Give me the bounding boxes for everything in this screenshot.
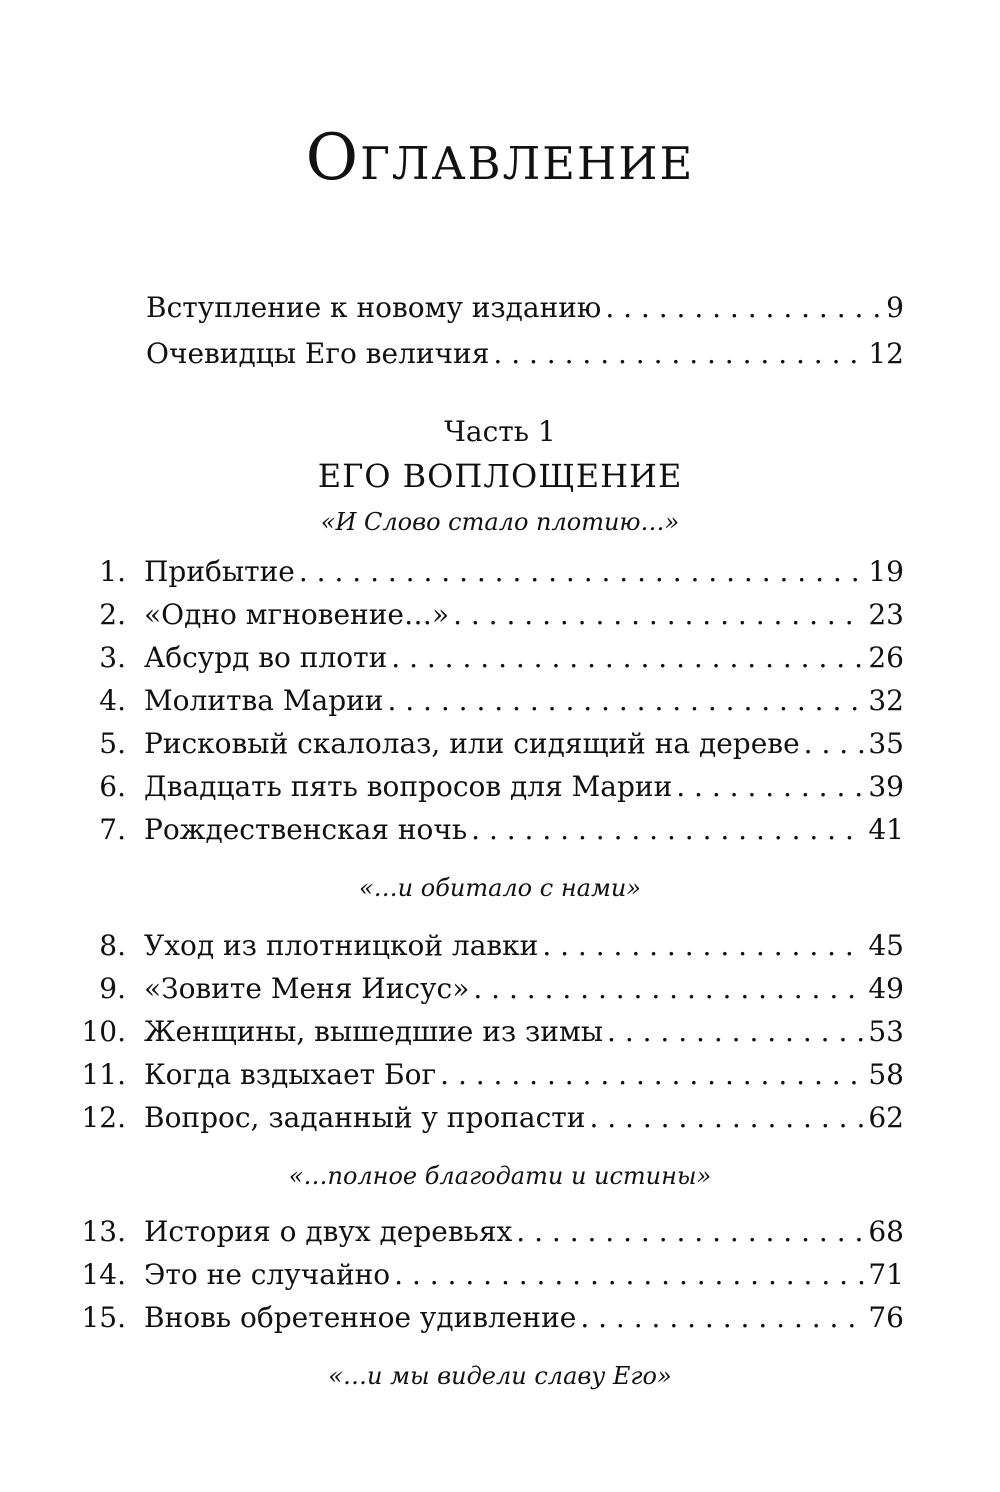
chapter-number: 7.	[99, 813, 126, 846]
chapter-title: Двадцать пять вопросов для Марии	[144, 770, 673, 803]
section-epigraph: «…и обитало с нами»	[359, 874, 641, 902]
toc-entry[interactable]	[64, 1215, 904, 1248]
toc-entry-label: Вступление к новому изданию	[146, 291, 602, 324]
dot-leader	[607, 1018, 864, 1046]
page-title: Оглавление	[305, 121, 695, 195]
dot-leader	[440, 1061, 864, 1089]
toc-entry[interactable]	[64, 1301, 904, 1334]
chapter-page: 35	[868, 727, 904, 760]
dot-leader	[453, 601, 864, 629]
dot-leader	[589, 1104, 864, 1132]
toc-entry[interactable]	[64, 1015, 904, 1048]
dot-leader	[394, 1261, 864, 1289]
chapter-title: История о двух деревьях	[144, 1215, 513, 1248]
chapter-number: 10.	[81, 1015, 126, 1048]
chapter-number: 2.	[99, 598, 126, 631]
chapter-title: «Зовите Меня Иисус»	[144, 972, 470, 1005]
chapter-number: 5.	[99, 727, 126, 760]
chapter-page: 58	[868, 1058, 904, 1091]
chapter-page: 23	[868, 598, 904, 631]
dot-leader	[471, 816, 864, 844]
chapter-number: 6.	[99, 770, 126, 803]
chapter-page: 76	[868, 1301, 904, 1334]
toc-entry[interactable]	[64, 684, 904, 717]
chapter-title: Уход из плотницкой лавки	[144, 929, 539, 962]
toc-entry[interactable]	[64, 598, 904, 631]
toc-entry[interactable]	[64, 1101, 904, 1134]
chapter-title: «Одно мгновение…»	[144, 598, 450, 631]
toc-entry-label: Очевидцы Его величия	[146, 337, 490, 370]
toc-entry[interactable]	[64, 555, 904, 588]
toc-entry[interactable]	[64, 770, 904, 803]
chapter-title: Абсурд во плоти	[144, 641, 388, 674]
dot-leader	[542, 932, 864, 960]
chapter-title: Это не случайно	[144, 1258, 391, 1291]
toc-entry-intro[interactable]	[146, 291, 904, 324]
chapter-number: 3.	[99, 641, 126, 674]
chapter-page: 45	[868, 929, 904, 962]
dot-leader	[804, 730, 865, 758]
dot-leader	[299, 558, 864, 586]
chapter-title: Молитва Марии	[144, 684, 384, 717]
toc-entry[interactable]	[64, 929, 904, 962]
toc-entry[interactable]	[64, 641, 904, 674]
dot-leader	[391, 644, 864, 672]
chapter-page: 68	[868, 1215, 904, 1248]
toc-entry[interactable]	[64, 1258, 904, 1291]
section-epigraph: «…полное благодати и истины»	[288, 1162, 712, 1190]
toc-entry[interactable]	[64, 813, 904, 846]
section-epigraph: «…и мы видели славу Его»	[328, 1362, 672, 1390]
dot-leader	[580, 1304, 864, 1332]
part-label: Часть 1	[444, 415, 556, 448]
chapter-page: 62	[868, 1101, 904, 1134]
toc-entry[interactable]	[64, 727, 904, 760]
toc-entry[interactable]	[64, 1058, 904, 1091]
toc-entry-page: 9	[886, 291, 904, 324]
chapter-title: Когда вздыхает Бог	[144, 1058, 437, 1091]
chapter-number: 15.	[81, 1301, 126, 1334]
toc-entry-intro[interactable]	[146, 337, 904, 370]
chapter-number: 1.	[99, 555, 126, 588]
chapter-title: Вопрос, заданный у пропасти	[144, 1101, 586, 1134]
chapter-title: Женщины, вышедшие из зимы	[144, 1015, 604, 1048]
chapter-page: 32	[868, 684, 904, 717]
chapter-title: Прибытие	[144, 555, 295, 588]
chapter-page: 26	[868, 641, 904, 674]
dot-leader	[516, 1218, 864, 1246]
chapter-title: Рисковый скалолаз, или сидящий на дереве	[144, 727, 800, 760]
toc-entry-page: 12	[868, 337, 904, 370]
chapter-number: 8.	[99, 929, 126, 962]
chapter-number: 12.	[81, 1101, 126, 1134]
dot-leader	[676, 773, 864, 801]
chapter-page: 39	[868, 770, 904, 803]
chapter-page: 49	[868, 972, 904, 1005]
chapter-number: 11.	[81, 1058, 126, 1091]
section-epigraph: «И Слово стало плотию…»	[320, 508, 680, 536]
dot-leader	[387, 687, 864, 715]
chapter-page: 19	[868, 555, 904, 588]
chapter-page: 71	[868, 1258, 904, 1291]
dot-leader	[493, 340, 864, 368]
chapter-title: Рождественская ночь	[144, 813, 468, 846]
chapter-number: 9.	[99, 972, 126, 1005]
toc-entry[interactable]	[64, 972, 904, 1005]
part-title: ЕГО ВОПЛОЩЕНИЕ	[317, 457, 683, 495]
dot-leader	[473, 975, 864, 1003]
chapter-number: 4.	[99, 684, 126, 717]
chapter-number: 13.	[81, 1215, 126, 1248]
chapter-title: Вновь обретенное удивление	[144, 1301, 577, 1334]
chapter-page: 41	[868, 813, 904, 846]
chapter-number: 14.	[81, 1258, 126, 1291]
dot-leader	[605, 294, 882, 322]
chapter-page: 53	[868, 1015, 904, 1048]
